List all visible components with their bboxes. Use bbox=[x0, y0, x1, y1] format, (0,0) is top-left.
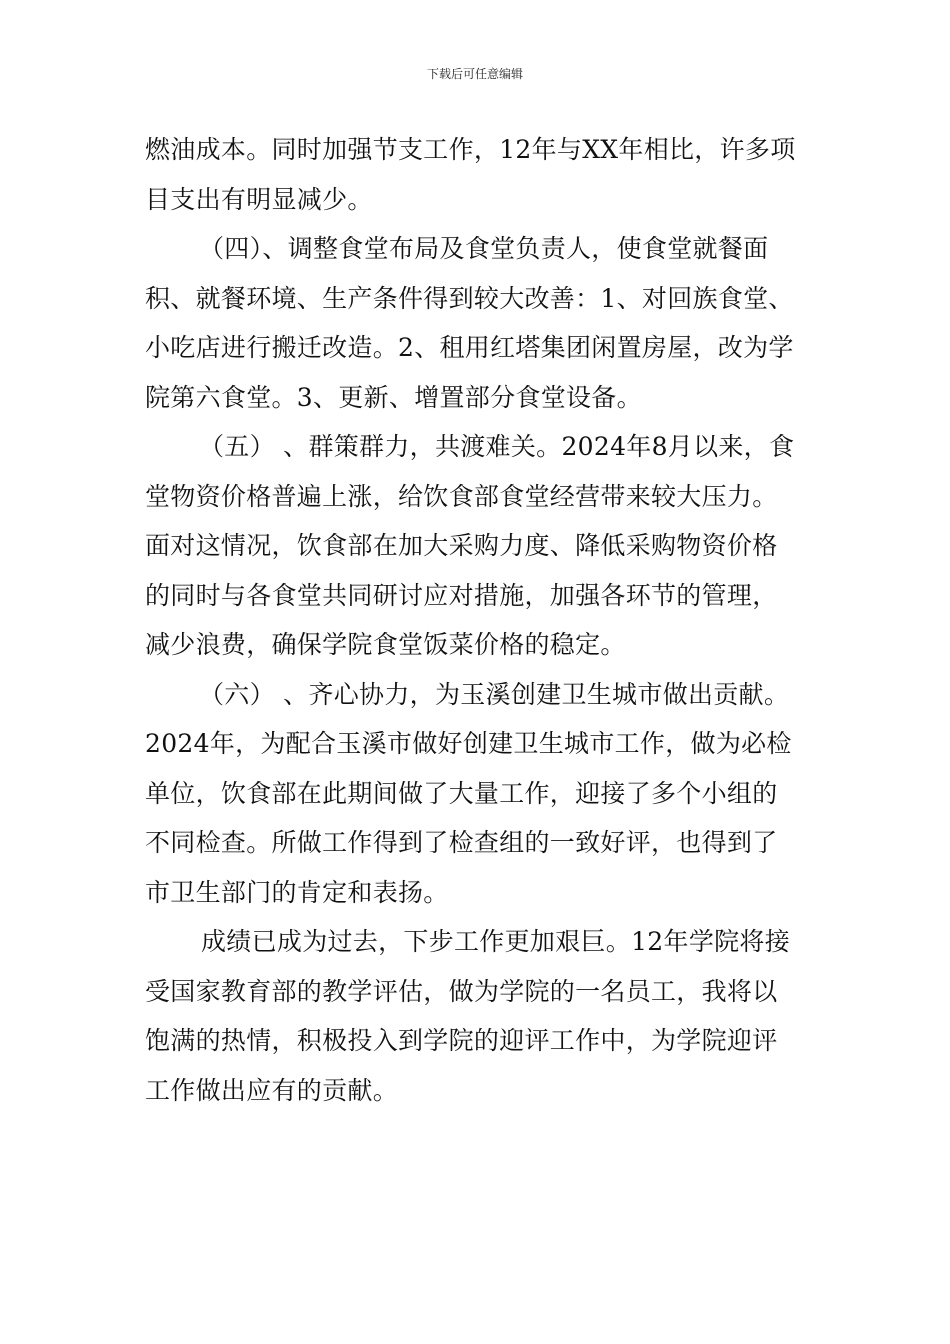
text-line: 2024年，为配合玉溪市做好创建卫生城市工作，做为必检 bbox=[145, 729, 792, 758]
text-line: 院第六食堂。3、更新、增置部分食堂设备。 bbox=[145, 382, 642, 412]
document-body bbox=[145, 130, 825, 1120]
page-header-note: 下载后可任意编辑 bbox=[426, 67, 523, 81]
text-line: 小吃店进行搬迁改造。2、租用红塔集团闲置房屋，改为学 bbox=[145, 333, 794, 362]
paragraph-start-line: （五） 、群策群力，共渡难关。2024年8月以来，食 bbox=[199, 432, 795, 461]
text-line: 工作做出应有的贡献。 bbox=[145, 1075, 399, 1105]
text-line: 饱满的热情，积极投入到学院的迎评工作中，为学院迎评 bbox=[145, 1026, 778, 1055]
text-line: 面对这情况，饮食部在加大采购力度、降低采购物资价格 bbox=[145, 531, 778, 560]
text-line: 目支出有明显减少。 bbox=[145, 184, 373, 214]
paragraph-start-line: 成绩已成为过去，下步工作更加艰巨。12年学院将接 bbox=[201, 927, 791, 956]
text-line: 单位，饮食部在此期间做了大量工作，迎接了多个小组的 bbox=[145, 778, 778, 808]
text-line: 堂物资价格普遍上涨，给饮食部食堂经营带来较大压力。 bbox=[145, 481, 778, 511]
text-line: 市卫生部门的肯定和表扬。 bbox=[145, 877, 449, 907]
paragraph-start-line: （四）、调整食堂布局及食堂负责人，使食堂就餐面 bbox=[199, 234, 769, 263]
paragraph-start-line: （六） 、齐心协力，为玉溪创建卫生城市做出贡献。 bbox=[199, 679, 790, 709]
text-line: 受国家教育部的教学评估，做为学院的一名员工，我将以 bbox=[145, 976, 778, 1006]
text-line: 不同检查。所做工作得到了检查组的一致好评，也得到了 bbox=[145, 828, 778, 857]
text-line: 的同时与各食堂共同研讨应对措施，加强各环节的管理， bbox=[145, 580, 778, 610]
text-line: 燃油成本。同时加强节支工作，12年与XX年相比，许多项 bbox=[145, 135, 796, 164]
text-line: 积、就餐环境、生产条件得到较大改善：1、对回族食堂、 bbox=[145, 283, 794, 313]
text-line: 减少浪费，确保学院食堂饭菜价格的稳定。 bbox=[145, 630, 626, 659]
